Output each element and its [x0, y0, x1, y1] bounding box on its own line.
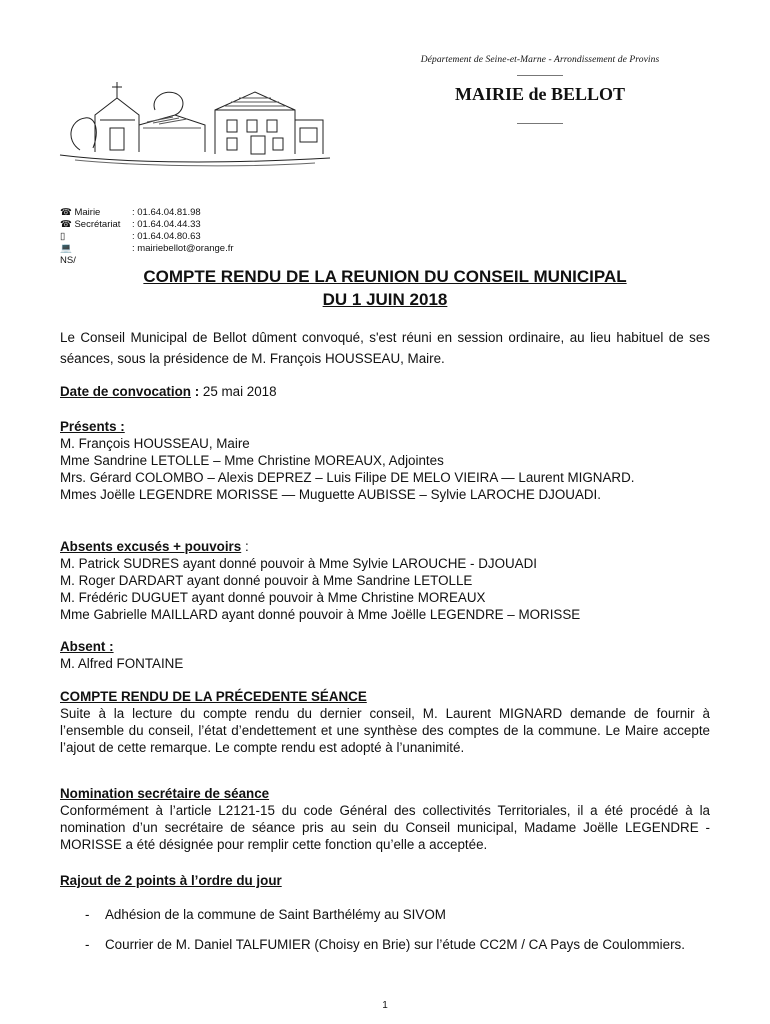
divider: [517, 123, 563, 124]
absents-excuses-section: [60, 538, 710, 623]
list-item: M. Roger DARDART ayant donné pouvoir à Mme Sandrine LETOLLE: [60, 573, 473, 588]
heading-sep: :: [241, 539, 249, 554]
contact-value: : mairiebellot@orange.fr: [132, 243, 234, 254]
list-item: Mme Gabrielle MAILLARD ayant donné pouvoir à Mme Joëlle LEGENDRE – MORISSE: [60, 607, 581, 622]
rajout-heading-block: [60, 872, 710, 889]
nomination-text: Conformément à l’article L2121-15 du code Général des collectivités Territoriales, il a été procédé à la nomination d’un secrétaire de séance pris au sein du Conseil municipal, Madame Joëlle LEGENDRE - MORISSE a été désignée pour remplir cette fonction qu’elle a acceptée.: [60, 803, 710, 852]
village-drawing: [55, 70, 335, 170]
list-item-text: Adhésion de la commune de Saint Barthélémy au SIVOM: [105, 907, 446, 922]
contact-row: [60, 231, 234, 243]
convocation-line: [60, 383, 710, 400]
compte-rendu-section: [60, 688, 710, 756]
compte-rendu-text: Suite à la lecture du compte rendu du dernier conseil, M. Laurent MIGNARD demande de fournir à l’ensemble du conseil, l’état d’endettement et une synthèse des comptes de la commune. Le Maire accepte l’ajout de cette remarque. Le compte rendu est adopté à l’unanimité.: [60, 706, 710, 755]
dash-bullet: -: [85, 907, 90, 922]
convocation-label: Date de convocation: [60, 384, 191, 399]
presents-heading: Présents :: [60, 419, 125, 434]
list-item: Mrs. Gérard COLOMBO – Alexis DEPREZ – Luis Filipe DE MELO VIEIRA — Laurent MIGNARD.: [60, 470, 635, 485]
divider: [517, 75, 563, 76]
department-line: Département de Seine-et-Marne - Arrondissement de Provins: [420, 55, 660, 65]
list-item: [60, 936, 710, 954]
list-item: M. Frédéric DUGUET ayant donné pouvoir à Mme Christine MOREAUX: [60, 590, 486, 605]
rajout-list: [60, 906, 710, 966]
fax-icon-label: ▯: [60, 231, 66, 242]
list-item: M. Patrick SUDRES ayant donné pouvoir à Mme Sylvie LAROUCHE - DJOUADI: [60, 556, 538, 571]
title-line-2: DU 1 JUIN 2018: [322, 290, 448, 309]
intro-paragraph: Le Conseil Municipal de Bellot dûment convoqué, s'est réuni en session ordinaire, au lieu habituel de ses séances, sous la présidence de M. François HOUSSEAU, Maire.: [60, 330, 710, 366]
dash-bullet: -: [85, 937, 90, 952]
presents-section: [60, 418, 710, 503]
list-item-text: Courrier de M. Daniel TALFUMIER (Choisy en Brie) sur l’étude CC2M / CA Pays de Coulommiers.: [105, 937, 685, 952]
phone-icon-label: ☎ Mairie: [60, 207, 101, 218]
compte-rendu-heading: COMPTE RENDU DE LA PRÉCEDENTE SÉANCE: [60, 689, 367, 704]
absent-heading: Absent :: [60, 639, 114, 654]
page-title: [60, 265, 710, 311]
list-item: M. François HOUSSEAU, Maire: [60, 436, 250, 451]
list-item: M. Alfred FONTAINE: [60, 656, 184, 671]
contact-value: : 01.64.04.81.98: [132, 207, 201, 218]
nomination-section: [60, 785, 710, 853]
list-item: Mmes Joëlle LEGENDRE MORISSE — Muguette AUBISSE – Sylvie LAROCHE DJOUADI.: [60, 487, 601, 502]
contact-value: : 01.64.04.44.33: [132, 219, 201, 230]
contact-block: [60, 207, 234, 267]
contact-row: [60, 243, 234, 255]
contact-row: [60, 207, 234, 219]
title-line-1: COMPTE RENDU DE LA REUNION DU CONSEIL MUNICIPAL: [143, 267, 627, 286]
phone-icon-label: ☎ Secrétariat: [60, 219, 121, 230]
convocation-sep: :: [190, 384, 203, 399]
reference: NS/: [60, 255, 76, 266]
absents-excuses-heading: Absents excusés + pouvoirs: [60, 539, 242, 554]
list-item: Mme Sandrine LETOLLE – Mme Christine MOREAUX, Adjointes: [60, 453, 444, 468]
contact-row: [60, 219, 234, 231]
computer-icon-label: 💻: [60, 243, 72, 254]
convocation-date: 25 mai 2018: [202, 384, 277, 399]
mairie-title: MAIRIE de BELLOT: [454, 84, 626, 104]
letterhead: [395, 55, 685, 124]
list-item: [60, 906, 710, 924]
absent-section: [60, 638, 710, 672]
contact-value: : 01.64.04.80.63: [132, 231, 201, 242]
nomination-heading: Nomination secrétaire de séance: [60, 786, 270, 801]
rajout-heading: Rajout de 2 points à l’ordre du jour: [60, 873, 282, 888]
page-number: 1: [382, 1000, 388, 1011]
